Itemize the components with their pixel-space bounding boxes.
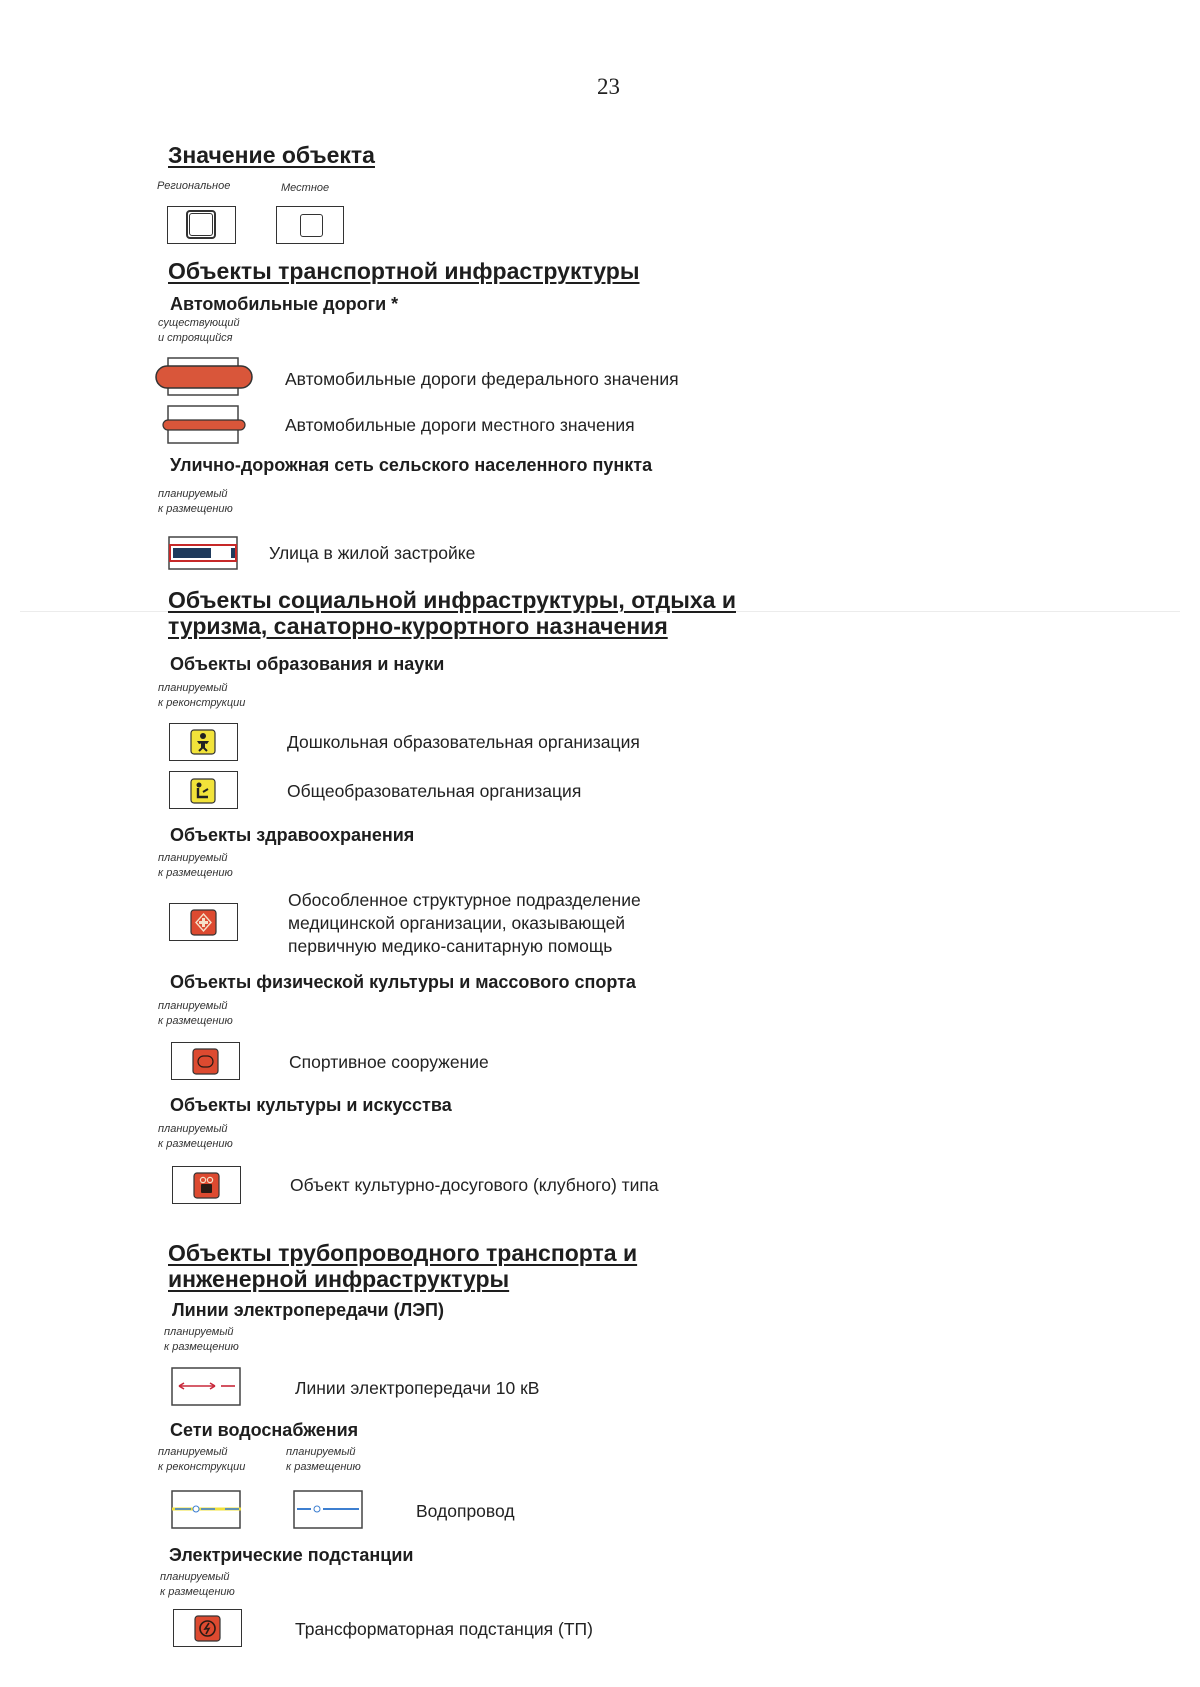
water-status-recon: планируемый к реконструкции bbox=[158, 1446, 246, 1473]
preschool-label: Дошкольная образовательная организация bbox=[287, 732, 640, 752]
federal-roads-label: Автомобильные дороги федерального значения bbox=[285, 369, 679, 389]
substation-label: Трансформаторная подстанция (ТП) bbox=[295, 1619, 593, 1639]
culture-heading: Объекты культуры и искусства bbox=[170, 1095, 452, 1115]
local-roads-label: Автомобильные дороги местного значения bbox=[285, 415, 635, 435]
local-caption: Местное bbox=[281, 182, 330, 194]
roads-status: существующий и строящийся bbox=[158, 317, 240, 344]
substation-icon bbox=[173, 1609, 242, 1647]
water-heading: Сети водоснабжения bbox=[170, 1420, 359, 1440]
health-heading: Объекты здравоохранения bbox=[170, 825, 415, 845]
water-status-place: планируемый к размещению bbox=[286, 1446, 361, 1473]
roads-heading: Автомобильные дороги * bbox=[170, 294, 399, 314]
water-label: Водопровод bbox=[416, 1501, 515, 1521]
engineering-title-line1: Объекты трубопроводного транспорта и bbox=[168, 1240, 638, 1266]
culture-status: планируемый к размещению bbox=[158, 1123, 233, 1150]
street-icon bbox=[168, 536, 240, 572]
medical-icon bbox=[169, 903, 238, 941]
engineering-title-line2: инженерной инфраструктуры bbox=[168, 1266, 510, 1292]
health-label: Обособленное структурное подразделение медицинской организации, оказывающей первичную медико-санитарную помощь bbox=[288, 890, 641, 956]
sport-status: планируемый к размещению bbox=[158, 1000, 233, 1027]
significance-title: Значение объекта bbox=[168, 142, 375, 168]
social-title-line1: Объекты социальной инфраструктуры, отдыха и bbox=[168, 587, 736, 613]
regional-frame-icon bbox=[167, 206, 236, 244]
power-status: планируемый к размещению bbox=[164, 1326, 239, 1353]
sport-heading: Объекты физической культуры и массового спорта bbox=[170, 972, 636, 992]
health-status: планируемый к размещению bbox=[158, 852, 233, 879]
substation-heading: Электрические подстанции bbox=[169, 1545, 414, 1565]
transport-title: Объекты транспортной инфраструктуры bbox=[168, 258, 640, 284]
power-heading: Линии электропередачи (ЛЭП) bbox=[172, 1300, 444, 1320]
culture-icon bbox=[172, 1166, 241, 1204]
water-pipe-recon-icon bbox=[171, 1490, 243, 1530]
power-line-icon bbox=[171, 1367, 243, 1407]
social-title-line2: туризма, санаторно-курортного назначения bbox=[168, 613, 668, 639]
education-status: планируемый к реконструкции bbox=[158, 682, 246, 709]
substation-status: планируемый к размещению bbox=[160, 1571, 235, 1598]
general-edu-label: Общеобразовательная организация bbox=[287, 781, 582, 801]
page-number: 23 bbox=[597, 74, 620, 99]
power-label: Линии электропередачи 10 кВ bbox=[295, 1378, 540, 1398]
sport-icon bbox=[171, 1042, 240, 1080]
street-status: планируемый к размещению bbox=[158, 488, 233, 515]
school-icon bbox=[169, 771, 238, 809]
local-road-icon bbox=[160, 405, 250, 445]
street-heading: Улично-дорожная сеть сельского населенного пункта bbox=[170, 455, 653, 475]
local-frame-icon bbox=[276, 206, 344, 244]
federal-road-icon bbox=[154, 357, 254, 397]
street-label: Улица в жилой застройке bbox=[269, 543, 476, 563]
sport-label: Спортивное сооружение bbox=[289, 1052, 489, 1072]
culture-label: Объект культурно-досугового (клубного) типа bbox=[290, 1175, 659, 1195]
water-pipe-new-icon bbox=[293, 1490, 365, 1530]
education-heading: Объекты образования и науки bbox=[170, 654, 445, 674]
regional-caption: Региональное bbox=[157, 180, 231, 192]
preschool-icon bbox=[169, 723, 238, 761]
